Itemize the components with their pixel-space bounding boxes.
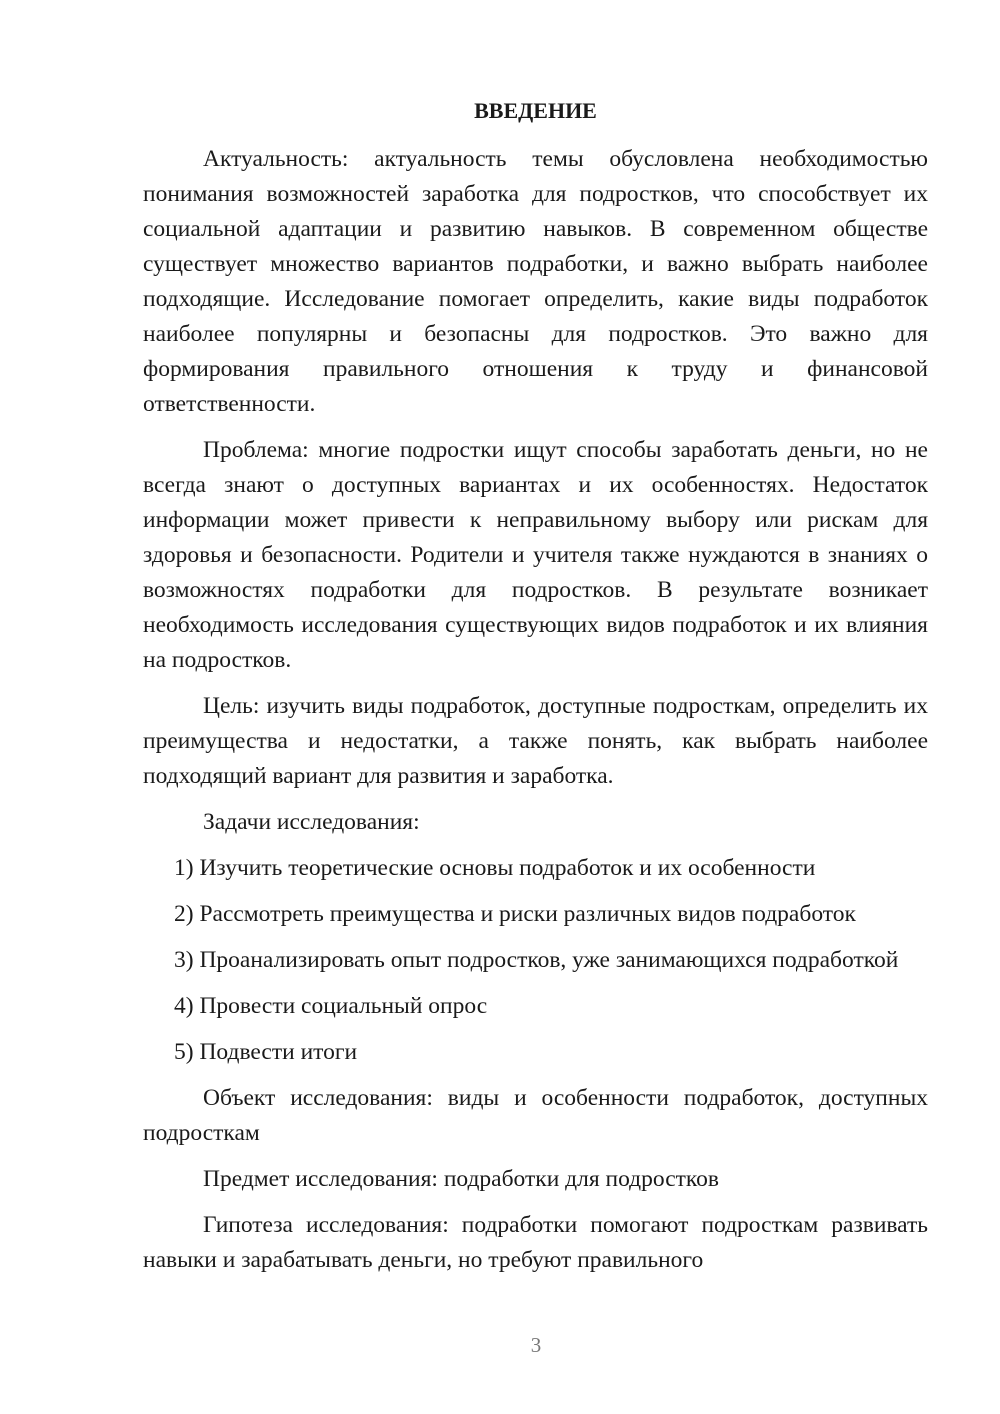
object-paragraph: Объект исследования: виды и особенности подработок, доступных подросткам bbox=[143, 1085, 928, 1146]
problem-paragraph: Проблема: многие подростки ищут способы заработать деньги, но не всегда знают о доступных вариантах и их особенностях. Недостаток информации может привести к неправильному выбору или рискам для здоровья и безопасности. Родители и учителя также нуждаются в знаниях о возможностях подработки для подростков. В результате возникает необходимость исследования существующих видов подработок и их влияния на подростков. bbox=[143, 437, 928, 673]
task-item-1: 1) Изучить теоретические основы подработок и их особенности bbox=[174, 855, 816, 881]
task-item-3: 3) Проанализировать опыт подростков, уже занимающихся подработкой bbox=[174, 947, 899, 973]
goal-paragraph: Цель: изучить виды подработок, доступные подросткам, определить их преимущества и недостатки, а также понять, как выбрать наиболее подходящий вариант для развития и заработка. bbox=[143, 693, 928, 789]
task-item-5: 5) Подвести итоги bbox=[174, 1039, 358, 1065]
relevance-paragraph: Актуальность: актуальность темы обусловлена необходимостью понимания возможностей заработка для подростков, что способствует их социальной адаптации и развитию навыков. В современном обществе существует множество вариантов подработки, и важно выбрать наиболее подходящие. Исследование помогает определить, какие виды подработок наиболее популярны и безопасны для подростков. Это важно для формирования правильного отношения к труду и финансовой ответственности. bbox=[143, 146, 928, 417]
task-item-4: 4) Провести социальный опрос bbox=[174, 993, 488, 1019]
page-title: ВВЕДЕНИЕ bbox=[474, 98, 597, 123]
subject-paragraph: Предмет исследования: подработки для подростков bbox=[203, 1166, 719, 1192]
task-item-2: 2) Рассмотреть преимущества и риски различных видов подработок bbox=[174, 901, 856, 927]
page-number: 3 bbox=[530, 1333, 542, 1357]
document-page bbox=[143, 95, 928, 1278]
tasks-heading: Задачи исследования: bbox=[203, 809, 420, 835]
hypothesis-paragraph: Гипотеза исследования: подработки помогают подросткам развивать навыки и зарабатывать деньги, но требуют правильного bbox=[143, 1212, 928, 1273]
